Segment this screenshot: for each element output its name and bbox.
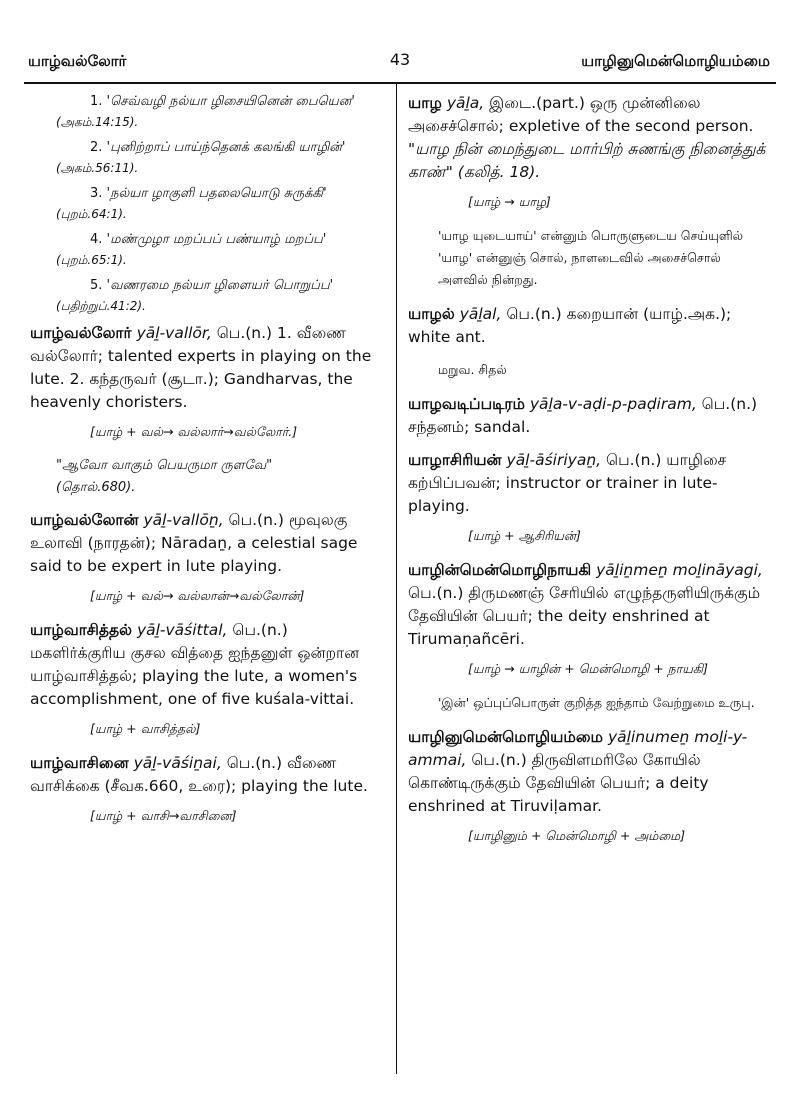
- etymology: [யாழினும் + மென்மொழி + அம்மை]: [468, 828, 686, 843]
- dictionary-entry: [408, 559, 770, 651]
- page-number: 43: [389, 50, 411, 69]
- citation: 3. 'நல்யா ழாகுளி பதலையொடு சுருக்கி': [90, 186, 327, 201]
- usage-note: 'இன்' ஒப்புப்பொருள் குறித்த ஐந்தாம் வேற்றுமை உருபு.: [438, 695, 755, 710]
- right-column: [408, 92, 770, 859]
- definition: பெ.(n.) மகளிர்க்குரிய குசல வித்தை ஐந்தனுள் ஒன்றான யாழ்வாசித்தல்; playing the lute, a women's accomplishment, one of five kuśala-vittai.: [30, 621, 360, 708]
- usage-note: 'யாழ யுடையாய்' என்னும் பொருளுடைய செய்யுளில் 'யாழ' என்னுஞ் சொல், நாளடைவில் அசைச்சொல் அளவில் நின்றது.: [438, 228, 744, 287]
- citation-list: [30, 92, 388, 316]
- quotation: "ஆவோ வாகும் பெயருமா ருளவே" (தொல்.680).: [56, 458, 273, 495]
- definition: பெ.(n.) மூவுலகு உலாவி (நாரதன்); Nāradaṉ, a celestial sage said to be expert in lute playing.: [30, 511, 358, 575]
- etymology: [யாழ் + வல்→ வல்லான்→வல்லோன்]: [90, 588, 305, 603]
- citation-source: (அகம்.14:15).: [56, 115, 139, 129]
- transliteration: yāḻal,: [459, 305, 502, 323]
- dictionary-entry: [30, 322, 388, 414]
- citation-source: (புறம்.64:1).: [56, 207, 127, 221]
- definition: பெ.(n.) யாழிசை கற்பிப்பவன்; instructor or trainer in lute-playing.: [408, 451, 727, 515]
- dictionary-entry: [408, 393, 770, 439]
- quotation: "யாழ நின் மைந்துடை மார்பிற் சுணங்கு நினைத்துக் காண்": [408, 140, 766, 181]
- definition: பெ.(n.) 1. வீணை வல்லோர்; talented experts in playing on the lute. 2. கந்தருவர் (சூடா.); Gandharvas, the heavenly choristers.: [30, 324, 372, 411]
- headword: யாழினுமென்மொழியம்மை: [408, 728, 603, 746]
- definition: பெ.(n.) திருமணஞ் சேரியில் எழுந்தருளியிருக்கும் தேவியின் பெயர்; the deity enshrined at Tirumaṇañcēri.: [408, 584, 761, 648]
- headword: யாழவடிப்படிரம்: [408, 395, 525, 413]
- citation-source: (பதிற்றுப்.41:2).: [56, 299, 146, 313]
- dictionary-entry: [30, 752, 388, 798]
- dictionary-entry: [408, 92, 770, 184]
- headword: யாழின்மென்மொழிநாயகி: [408, 561, 592, 579]
- dictionary-entry: [30, 619, 388, 711]
- transliteration: yāḻiṉmeṉ moḻināyagi,: [596, 561, 763, 579]
- transliteration: yāḻ-vallōṉ,: [143, 511, 224, 529]
- dictionary-entry: [408, 726, 770, 818]
- citation: 1. 'செவ்வழி நல்யா ழிசையினென் பையென': [90, 94, 355, 109]
- citation: 4. 'மண்முழா மறப்பப் பண்யாழ் மறப்ப': [90, 232, 327, 247]
- column-divider: [396, 84, 397, 1074]
- transliteration: yāḻinumeṉ moḻi-y-ammai,: [408, 728, 748, 769]
- headword: யாழாசிரியன்: [408, 451, 502, 469]
- definition: பெ.(n.) வீணை வாசிக்கை (சீவக.660, உரை); playing the lute.: [30, 754, 368, 795]
- citation: 2. 'புனிற்றாப் பாய்ந்தெனக் கலங்கி யாழின்': [90, 140, 346, 155]
- transliteration: yāḻa-v-aḍi-p-paḍiram,: [529, 395, 697, 413]
- dictionary-entry: [408, 303, 770, 349]
- page-header: [0, 0, 800, 84]
- definition: இடை.(part.) ஒரு முன்னிலை அசைச்சொல்; expletive of the second person.: [408, 94, 754, 135]
- headword: யாழ: [408, 94, 442, 112]
- etymology: [யாழ் + ஆசிரியன்]: [468, 528, 581, 543]
- header-rule: [24, 82, 776, 84]
- transliteration: yāḻ-vallōr,: [136, 324, 212, 342]
- synonym-note: மறுவ. சிதல்: [438, 362, 507, 377]
- etymology: [யாழ் + வாசித்தல்]: [90, 721, 201, 736]
- dictionary-entry: [408, 449, 770, 518]
- headword: யாழ்வல்லோர்: [30, 324, 132, 342]
- headword: யாழ்வாசித்தல்: [30, 621, 132, 639]
- etymology: [யாழ் → யாழ]: [468, 194, 551, 209]
- etymology: [யாழ் + வாசி→வாசினை]: [90, 808, 237, 823]
- headword: யாழல்: [408, 305, 455, 323]
- transliteration: yāḻ-vāśiṉai,: [133, 754, 222, 772]
- definition: பெ.(n.) திருவிளமரிலே கோயில் கொண்டிருக்கும் தேவியின் பெயர்; a deity enshrined at Tiruviḷamar.: [408, 751, 709, 815]
- definition: பெ.(n.) கறையான் (யாழ்.அக.); white ant.: [408, 305, 732, 346]
- definition: பெ.(n.) சந்தனம்; sandal.: [408, 395, 758, 436]
- transliteration: yāḻ-vāśittal,: [136, 621, 228, 639]
- citation-source: (புறம்.65:1).: [56, 253, 127, 267]
- citation: 5. 'வணரமை நல்யா ழிளையர் பொறுப்ப': [90, 278, 334, 293]
- running-head-right: யாழினுமென்மொழியம்மை: [581, 52, 770, 70]
- quotation-source: (கலித். 18).: [452, 163, 541, 181]
- headword: யாழ்வாசினை: [30, 754, 129, 772]
- headword: யாழ்வல்லோன்: [30, 511, 139, 529]
- left-column: [30, 92, 388, 839]
- running-head-left: யாழ்வல்லோர்: [28, 52, 127, 70]
- transliteration: yāḻa,: [446, 94, 485, 112]
- dictionary-entry: [30, 509, 388, 578]
- etymology: [யாழ் + வல்→ வல்லார்→வல்லோர்.]: [90, 424, 298, 439]
- etymology: [யாழ் → யாழின் + மென்மொழி + நாயகி]: [468, 661, 709, 676]
- citation-source: (அகம்.56:11).: [56, 161, 139, 175]
- transliteration: yāḻ-āśiriyaṉ,: [506, 451, 602, 469]
